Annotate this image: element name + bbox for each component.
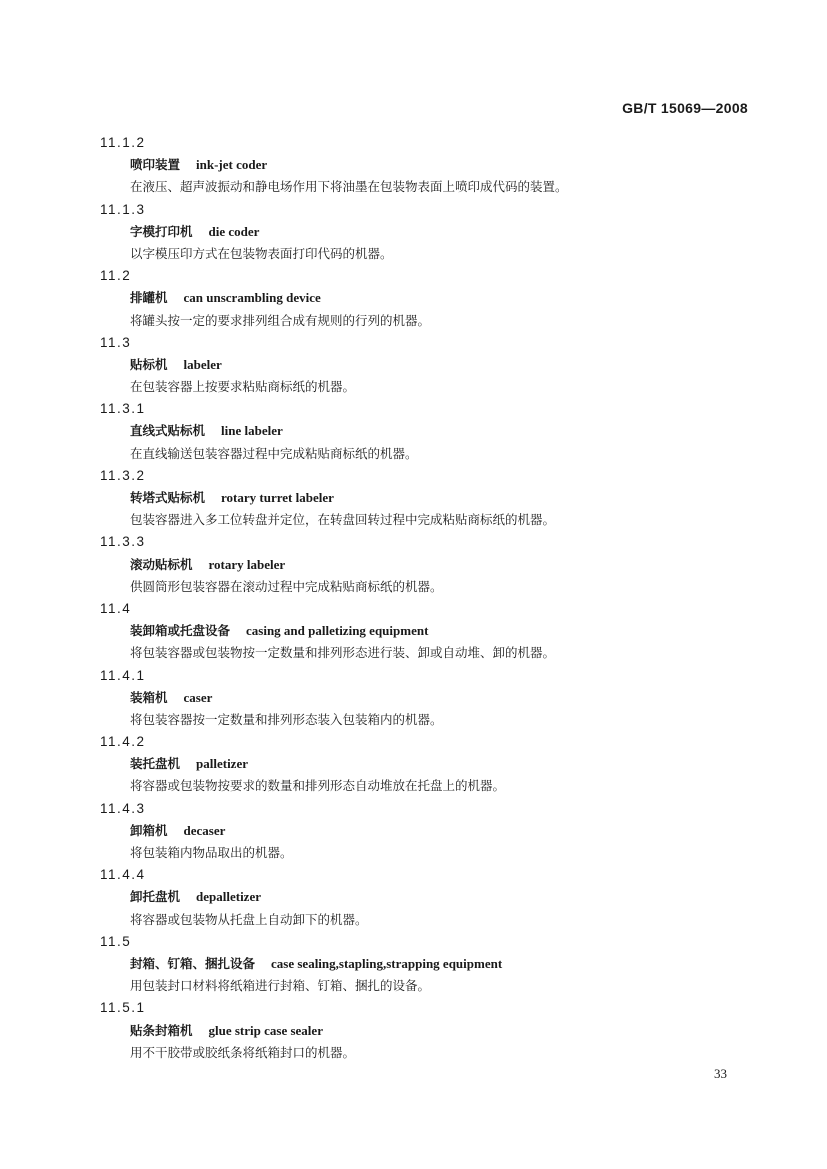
standard-code: GB/T 15069—2008	[622, 100, 748, 116]
term-entry	[100, 398, 760, 465]
term-definition: 在直线输送包装容器过程中完成粘贴商标纸的机器。	[130, 445, 418, 461]
term-definition: 将包装箱内物品取出的机器。	[130, 845, 293, 860]
term-line	[130, 886, 760, 908]
term-english: rotary labeler	[208, 556, 286, 572]
clause-number: 11.3.2	[100, 467, 146, 483]
clause-number: 11.5.1	[100, 1000, 146, 1016]
term-line	[130, 687, 760, 709]
term-chinese: 装托盘机	[130, 756, 181, 772]
term-line	[130, 620, 760, 642]
term-entry	[100, 465, 760, 532]
term-entry	[100, 731, 760, 798]
term-chinese: 喷印装置	[130, 157, 181, 173]
clause-number: 11.1.2	[100, 135, 146, 150]
term-chinese: 装箱机	[130, 689, 168, 705]
clause-number: 11.1.3	[100, 201, 146, 217]
term-entry	[100, 598, 760, 665]
term-chinese: 转塔式贴标机	[130, 490, 206, 505]
term-entry	[100, 332, 760, 399]
term-chinese: 贴条封箱机	[130, 1022, 193, 1038]
clause-number: 11.4.2	[100, 734, 146, 750]
term-definition: 将容器或包装物按要求的数量和排列形态自动堆放在托盘上的机器。	[130, 778, 506, 794]
term-entry	[100, 931, 760, 998]
term-definition: 将罐头按一定的要求排列组合成有规则的行列的机器。	[130, 312, 431, 328]
clause-number: 11.4.1	[100, 667, 146, 683]
term-chinese: 滚动贴标机	[130, 556, 193, 572]
term-english: glue strip case sealer	[208, 1022, 323, 1038]
term-line	[130, 287, 760, 309]
clause-number: 11.2	[100, 268, 132, 284]
term-definition: 将容器或包装物从托盘上自动卸下的机器。	[130, 911, 368, 927]
term-definition: 将包装容器或包装物按一定数量和排列形态进行装、卸或自动堆、卸的机器。	[130, 645, 556, 661]
term-definition: 包装容器进入多工位转盘并定位，在转盘回转过程中完成粘贴商标纸的机器。	[130, 512, 556, 528]
term-definition: 将包装容器按一定数量和排列形态装入包装箱内的机器。	[130, 711, 443, 727]
term-definition: 以字模压印方式在包装物表面打印代码的机器。	[130, 245, 393, 261]
term-english: can unscrambling device	[183, 290, 321, 306]
term-chinese: 贴标机	[130, 356, 168, 372]
term-chinese: 排罐机	[130, 290, 168, 306]
term-chinese: 卸箱机	[130, 822, 168, 838]
term-line	[130, 487, 760, 509]
term-english: caser	[183, 689, 213, 705]
term-entry	[100, 997, 760, 1064]
term-english: palletizer	[196, 756, 248, 772]
page-number: 33	[714, 1066, 727, 1081]
term-entry	[100, 864, 760, 931]
term-line	[130, 154, 760, 176]
term-definition: 用包装封口材料将纸箱进行封箱、钉箱、捆扎的设备。	[130, 978, 431, 994]
term-entry	[100, 665, 760, 732]
term-definition: 用不干胶带或胶纸条将纸箱封口的机器。	[130, 1044, 356, 1060]
term-english: rotary turret labeler	[221, 490, 334, 505]
term-chinese: 字模打印机	[130, 223, 193, 239]
term-entry	[100, 798, 760, 865]
term-line	[130, 953, 760, 975]
term-english: casing and palletizing equipment	[246, 623, 429, 639]
term-list	[100, 132, 760, 1064]
term-english: labeler	[183, 356, 222, 372]
clause-number: 11.4	[100, 600, 132, 616]
term-definition: 供圆筒形包装容器在滚动过程中完成粘贴商标纸的机器。	[130, 578, 443, 594]
clause-number: 11.4.3	[100, 800, 146, 816]
term-entry	[100, 132, 760, 199]
term-line	[130, 753, 760, 775]
term-line	[130, 420, 760, 442]
term-line	[130, 354, 760, 376]
term-definition: 在包装容器上按要求粘贴商标纸的机器。	[130, 379, 356, 395]
term-chinese: 直线式贴标机	[130, 423, 206, 439]
term-entry	[100, 199, 760, 266]
clause-number: 11.3.1	[100, 401, 146, 417]
term-line	[130, 221, 760, 243]
term-english: line labeler	[221, 423, 283, 439]
term-definition: 在液压、超声波振动和静电场作用下将油墨在包装物表面上喷印成代码的装置。	[130, 179, 568, 195]
term-line	[130, 820, 760, 842]
term-chinese: 装卸箱或托盘设备	[130, 623, 231, 639]
term-english: decaser	[183, 822, 226, 838]
term-chinese: 卸托盘机	[130, 889, 181, 905]
term-english: case sealing,stapling,strapping equipment	[271, 955, 503, 971]
term-english: ink-jet coder	[196, 157, 268, 173]
term-line	[130, 1020, 760, 1042]
term-line	[130, 554, 760, 576]
term-english: depalletizer	[196, 889, 261, 905]
term-english: die coder	[208, 223, 260, 239]
term-chinese: 封箱、钉箱、捆扎设备	[130, 955, 256, 971]
term-entry	[100, 531, 760, 598]
clause-number: 11.3	[100, 334, 132, 350]
clause-number: 11.4.4	[100, 867, 146, 883]
term-entry	[100, 265, 760, 332]
clause-number: 11.5	[100, 933, 132, 949]
clause-number: 11.3.3	[100, 534, 146, 550]
